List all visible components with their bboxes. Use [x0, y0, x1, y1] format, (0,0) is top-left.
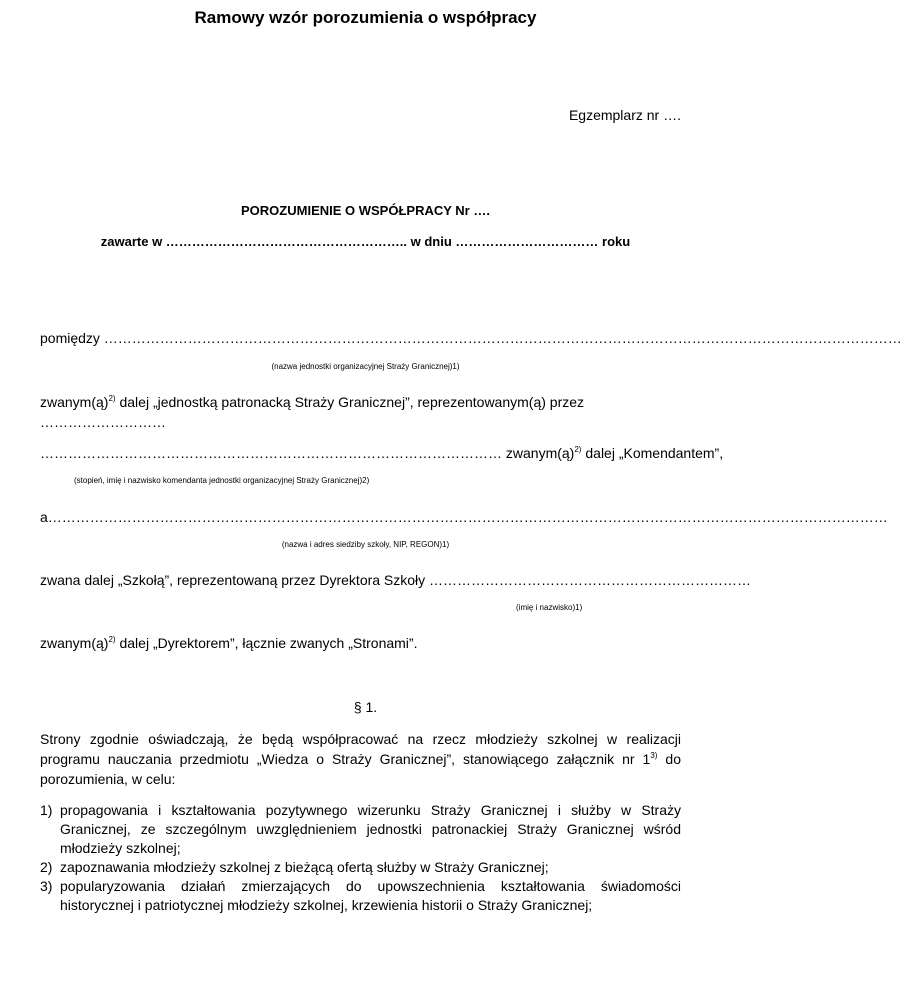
and-line: a……………………………………………………………………………………………………………………………………………………………… [40, 509, 888, 525]
intro-part2: do porozumienia, w celu: [40, 751, 681, 787]
footnote-ref: 2) [108, 394, 116, 403]
director-text: zwanym(ą) [40, 635, 109, 651]
intro-part1: Strony zgodnie oświadczają, że będą współpracować na rzecz młodzieży szkolnej w realizacji programu nauczania przedmiotu „Wiedza o Straży Granicznej”, stanowiącego załącznik nr 1 [40, 731, 681, 767]
note-commander: (stopień, imię i nazwisko komendanta jednostki organizacyjnej Straży Granicznej)2) [74, 476, 370, 485]
copy-number: Egzemplarz nr …. [568, 107, 681, 123]
concluded-line: zawarte w ……………………………………………….. w dniu …………………………… roku [100, 234, 631, 249]
list-text: popularyzowania działań zmierzających do upowszechnienia kształtowania świadomości historycznej i patriotycznej młodzieży szkolnej, krzewienia historii o Straży Granicznej; [60, 878, 681, 913]
document-title: Ramowy wzór porozumienia o współpracy [194, 8, 537, 27]
list-text: propagowania i kształtowania pozytywnego wizerunku Straży Granicznej i służby w Straży Granicznej, ze szczególnym uwzględnieniem jednostki patronackiej Straży Granicznej wśród młodzieży szkolnej; [60, 802, 681, 856]
goals-list [40, 801, 681, 915]
list-item [40, 801, 681, 858]
intro-paragraph [40, 729, 681, 789]
list-text: zapoznawania młodzieży szkolnej z bieżącą ofertą służby w Straży Granicznej; [60, 859, 549, 875]
called-unit-dots: ……………………… [40, 414, 166, 430]
list-number: 2) [40, 859, 53, 875]
paragraph-sign: § 1. [353, 699, 378, 715]
list-item [40, 858, 681, 877]
director-line [40, 634, 417, 652]
school-line: zwana dalej „Szkołą”, reprezentowaną przez Dyrektora Szkoły …………………………………………………………… [40, 572, 752, 588]
footnote-ref: 3) [650, 751, 658, 760]
note-name: (imię i nazwisko)1) [516, 603, 583, 612]
commander-dots: ……………………………………………………………………………………… zwanym(ą) [40, 445, 575, 461]
between-line: pomiędzy ……………………………………………………………………………………………………………………………………………………… [40, 330, 902, 346]
called-unit-text: zwanym(ą) [40, 394, 109, 410]
director-rest: dalej „Dyrektorem”, łącznie zwanych „Stronami”. [115, 635, 418, 651]
called-unit-line [40, 393, 584, 411]
footnote-ref: 2) [108, 635, 116, 644]
list-item [40, 877, 681, 915]
agreement-heading: POROZUMIENIE O WSPÓŁPRACY Nr …. [241, 203, 490, 218]
footnote-ref: 2) [574, 445, 582, 454]
note-school: (nazwa i adres siedziby szkoły, NIP, REGON)1) [281, 540, 450, 549]
note-unit: (nazwa jednostki organizacyjnej Straży Granicznej)1) [271, 362, 460, 371]
commander-line [40, 444, 723, 462]
list-number: 3) [40, 878, 53, 894]
commander-rest: dalej „Komendantem”, [581, 445, 724, 461]
list-number: 1) [40, 802, 53, 818]
called-unit-rest: dalej „jednostką patronacką Straży Granicznej”, reprezentowanym(ą) przez [115, 394, 585, 410]
